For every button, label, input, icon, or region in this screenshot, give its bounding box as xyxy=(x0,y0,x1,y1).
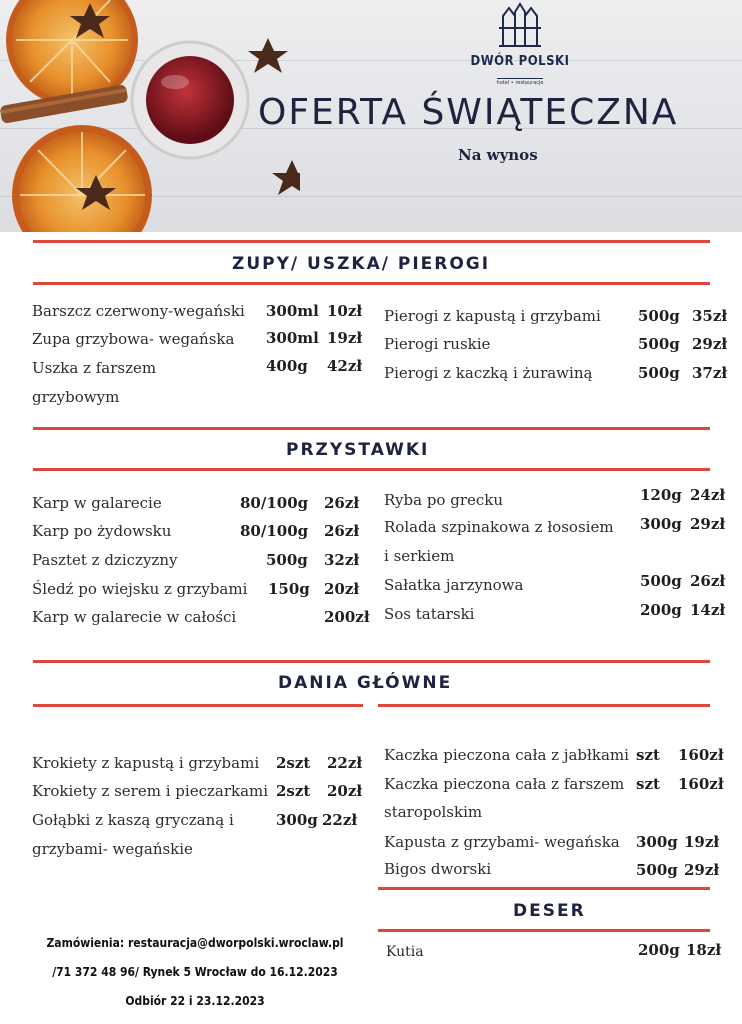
menu-item-name: Gołąbki z kaszą gryczaną i xyxy=(32,811,234,829)
menu-item-qty: 200g xyxy=(640,601,682,619)
menu-item-name: Pierogi z kapustą i grzybami xyxy=(384,307,601,325)
menu-item-price: 20zł xyxy=(327,782,363,800)
menu-item-price: 22zł xyxy=(327,754,363,772)
menu-item-price: 10zł xyxy=(327,302,363,320)
menu-item-price: 19zł xyxy=(684,833,720,851)
menu-item-name: Pierogi z kaczką i żurawiną xyxy=(384,364,593,382)
menu-item-name: Kutia xyxy=(386,944,424,960)
menu-item-price: 24zł xyxy=(690,486,726,504)
menu-item-price: 22zł xyxy=(322,811,358,829)
menu-item-qty: 500g xyxy=(266,551,308,569)
menu-item-qty: 2szt xyxy=(276,754,311,772)
menu-item-name: Pierogi ruskie xyxy=(384,335,491,353)
brand-tagline: hotel • restauracje xyxy=(496,80,544,86)
menu-item-price: 29zł xyxy=(692,335,728,353)
menu-item-price: 20zł xyxy=(324,580,360,598)
section-rule xyxy=(378,887,710,890)
menu-item-price: 26zł xyxy=(690,572,726,590)
hero-banner xyxy=(0,0,742,232)
menu-item-name: Kapusta z grzybami- wegańska xyxy=(384,833,620,851)
section-rule xyxy=(33,282,710,285)
section-rule xyxy=(33,468,710,471)
menu-item-price: 32zł xyxy=(324,551,360,569)
menu-item-qty: szt xyxy=(636,775,660,793)
menu-item-qty: 150g xyxy=(268,580,310,598)
menu-item-qty: 300g xyxy=(640,515,682,533)
menu-item-price: 35zł xyxy=(692,307,728,325)
mulled-wine-photo xyxy=(0,0,300,232)
menu-item-name: Rolada szpinakowa z łososiem xyxy=(384,518,614,536)
menu-item-price: 26zł xyxy=(324,522,360,540)
menu-item-name: Sałatka jarzynowa xyxy=(384,576,524,594)
menu-item-name-cont: staropolskim xyxy=(384,803,483,821)
menu-item-qty: 80/100g xyxy=(240,494,309,512)
menu-item-price: 37zł xyxy=(692,364,728,382)
menu-item-price: 42zł xyxy=(327,357,363,375)
menu-item-qty: 300g xyxy=(636,833,678,851)
menu-item-name: Sos tatarski xyxy=(384,605,475,623)
menu-item-name: Krokiety z serem i pieczarkami xyxy=(32,782,269,800)
section-title-deser: DESER xyxy=(513,901,586,921)
menu-item-price: 160zł xyxy=(678,746,724,764)
footer-phone-address: /71 372 48 96/ Rynek 5 Wrocław do 16.12.2023 xyxy=(52,965,338,979)
menu-item-qty: 500g xyxy=(638,364,680,382)
menu-item-price: 160zł xyxy=(678,775,724,793)
menu-item-qty: 2szt xyxy=(276,782,311,800)
brand-logo xyxy=(470,2,570,88)
menu-item-price: 26zł xyxy=(324,494,360,512)
menu-item-name: Kaczka pieczona cała z jabłkami xyxy=(384,746,629,764)
section-title-przystawki: PRZYSTAWKI xyxy=(286,440,430,460)
menu-item-name-cont: i serkiem xyxy=(384,547,455,565)
menu-item-qty: 300ml xyxy=(266,329,319,347)
menu-item-qty: 80/100g xyxy=(240,522,309,540)
section-rule xyxy=(33,704,363,707)
menu-item-name: Krokiety z kapustą i grzybami xyxy=(32,754,260,772)
section-rule xyxy=(33,427,710,430)
footer-order-email: Zamówienia: restauracja@dworpolski.wroclaw.pl xyxy=(46,936,344,950)
menu-item-qty: szt xyxy=(636,746,660,764)
menu-item-qty: 300g xyxy=(276,811,318,829)
menu-item-price: 19zł xyxy=(327,329,363,347)
menu-item-qty: 500g xyxy=(638,307,680,325)
menu-item-name: Kaczka pieczona cała z farszem xyxy=(384,775,625,793)
section-rule xyxy=(378,704,710,707)
menu-item-name-cont: grzybowym xyxy=(32,388,120,406)
menu-item-price: 18zł xyxy=(686,941,722,959)
menu-item-name: Bigos dworski xyxy=(384,860,492,878)
menu-item-qty: 300ml xyxy=(266,302,319,320)
page-subtitle: Na wynos xyxy=(458,146,538,164)
menu-item-name: Pasztet z dziczyzny xyxy=(32,551,178,569)
page-title: OFERTA ŚWIĄTECZNA xyxy=(258,92,679,133)
menu-item-name: Karp w galarecie xyxy=(32,494,162,512)
menu-item-name-cont: grzybami- wegańskie xyxy=(32,840,193,858)
menu-item-price: 29zł xyxy=(684,861,720,879)
menu-item-price: 29zł xyxy=(690,515,726,533)
menu-item-name: Ryba po grecku xyxy=(384,491,504,509)
section-rule xyxy=(33,240,710,243)
footer-pickup-dates: Odbiór 22 i 23.12.2023 xyxy=(125,994,265,1008)
menu-item-name: Śledź po wiejsku z grzybami xyxy=(32,580,248,598)
menu-item-qty: 400g xyxy=(266,357,308,375)
menu-item-name: Karp w galarecie w całości xyxy=(32,608,237,626)
menu-item-price: 14zł xyxy=(690,601,726,619)
menu-item-name: Barszcz czerwony-wegański xyxy=(32,302,245,320)
menu-item-qty: 500g xyxy=(636,861,678,879)
menu-item-qty: 500g xyxy=(638,335,680,353)
section-title-zupy: ZUPY/ USZKA/ PIEROGI xyxy=(232,254,491,274)
brand-name: DWÓR POLSKI xyxy=(470,54,570,69)
menu-item-name: Uszka z farszem xyxy=(32,359,157,377)
menu-item-name: Zupa grzybowa- wegańska xyxy=(32,330,235,348)
menu-item-price: 200zł xyxy=(324,608,370,626)
menu-item-qty: 200g xyxy=(638,941,680,959)
menu-item-name: Karp po żydowsku xyxy=(32,522,172,540)
section-rule xyxy=(33,660,710,663)
menu-item-qty: 120g xyxy=(640,486,682,504)
menu-item-qty: 500g xyxy=(640,572,682,590)
section-rule xyxy=(378,929,710,932)
section-title-dania: DANIA GŁÓWNE xyxy=(278,673,453,693)
castle-icon xyxy=(497,2,543,48)
